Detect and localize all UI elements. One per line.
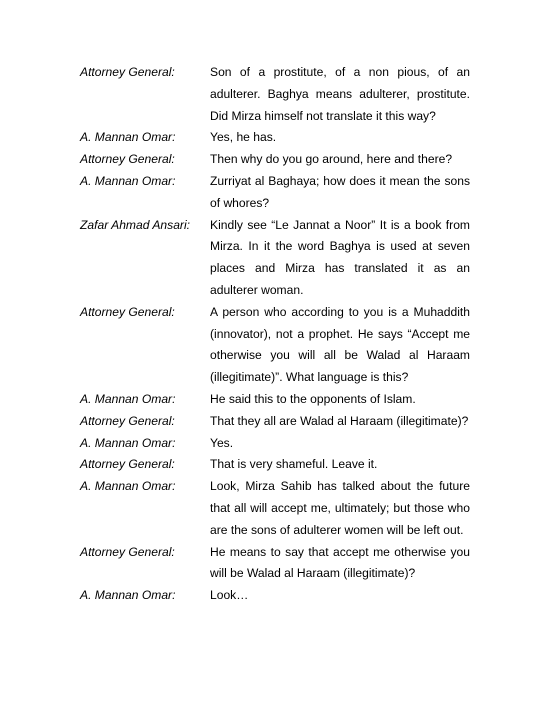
speech-text: A person who according to you is a Muhaddith (innovator), not a prophet. He says “Accept me otherwise you will all be Walad al Haraam (illegitimate)”. What language is this? bbox=[210, 304, 470, 385]
dialogue-entry bbox=[80, 542, 470, 586]
dialogue-entry bbox=[80, 585, 470, 607]
speech-text: Look, Mirza Sahib has talked about the future that all will accept me, ultimately; but those who are the sons of adulterer women will be left out. bbox=[210, 479, 470, 537]
dialogue-entry bbox=[80, 476, 470, 541]
dialogue-entry bbox=[80, 171, 470, 215]
speech-text: He said this to the opponents of Islam. bbox=[210, 391, 416, 406]
speaker-name: A. Mannan Omar: bbox=[80, 479, 176, 494]
speech-text: Son of a prostitute, of a non pious, of an adulterer. Baghya means adulterer, prostitute. Did Mirza himself not translate it this way? bbox=[210, 65, 470, 123]
speaker-name: Attorney General: bbox=[80, 457, 175, 472]
speech-text: Yes, he has. bbox=[210, 130, 277, 145]
dialogue-entry bbox=[80, 389, 470, 411]
speech-text: That is very shameful. Leave it. bbox=[210, 457, 378, 472]
dialogue-entry bbox=[80, 433, 470, 455]
dialogue-entry bbox=[80, 454, 470, 476]
speaker-name: Attorney General: bbox=[80, 152, 175, 167]
dialogue-entry bbox=[80, 411, 470, 433]
speaker-name: Attorney General: bbox=[80, 413, 175, 428]
speaker-name: Attorney General: bbox=[80, 65, 175, 79]
speaker-name: A. Mannan Omar: bbox=[80, 435, 176, 450]
speech-text: That they all are Walad al Haraam (illegitimate)? bbox=[210, 413, 469, 428]
dialogue-entry bbox=[80, 62, 470, 127]
speaker-name: Attorney General: bbox=[80, 304, 175, 319]
speech-text: Kindly see “Le Jannat a Noor” It is a book from Mirza. In it the word Baghya is used at seven places and Mirza has translated it as an adulterer woman. bbox=[210, 217, 470, 297]
speech-text: Zurriyat al Baghaya; how does it mean the sons of whores? bbox=[210, 173, 470, 210]
speech-text: He means to say that accept me otherwise you will be Walad al Haraam (illegitimate)? bbox=[210, 544, 470, 581]
speech-text: Look… bbox=[210, 588, 249, 603]
dialogue-entry bbox=[80, 149, 470, 171]
speaker-name: A. Mannan Omar: bbox=[80, 391, 176, 406]
speech-text: Yes. bbox=[210, 435, 234, 450]
dialogue-entry bbox=[80, 215, 470, 302]
speaker-name: A. Mannan Omar: bbox=[80, 130, 176, 145]
speaker-name: A. Mannan Omar: bbox=[80, 173, 176, 188]
speaker-name: Zafar Ahmad Ansari: bbox=[80, 217, 191, 232]
speech-text: Then why do you go around, here and there? bbox=[210, 152, 453, 167]
speaker-name: Attorney General: bbox=[80, 544, 175, 559]
dialogue-entry bbox=[80, 302, 470, 389]
dialogue-entry bbox=[80, 127, 470, 149]
transcript bbox=[80, 62, 470, 607]
speaker-name: A. Mannan Omar: bbox=[80, 588, 176, 603]
